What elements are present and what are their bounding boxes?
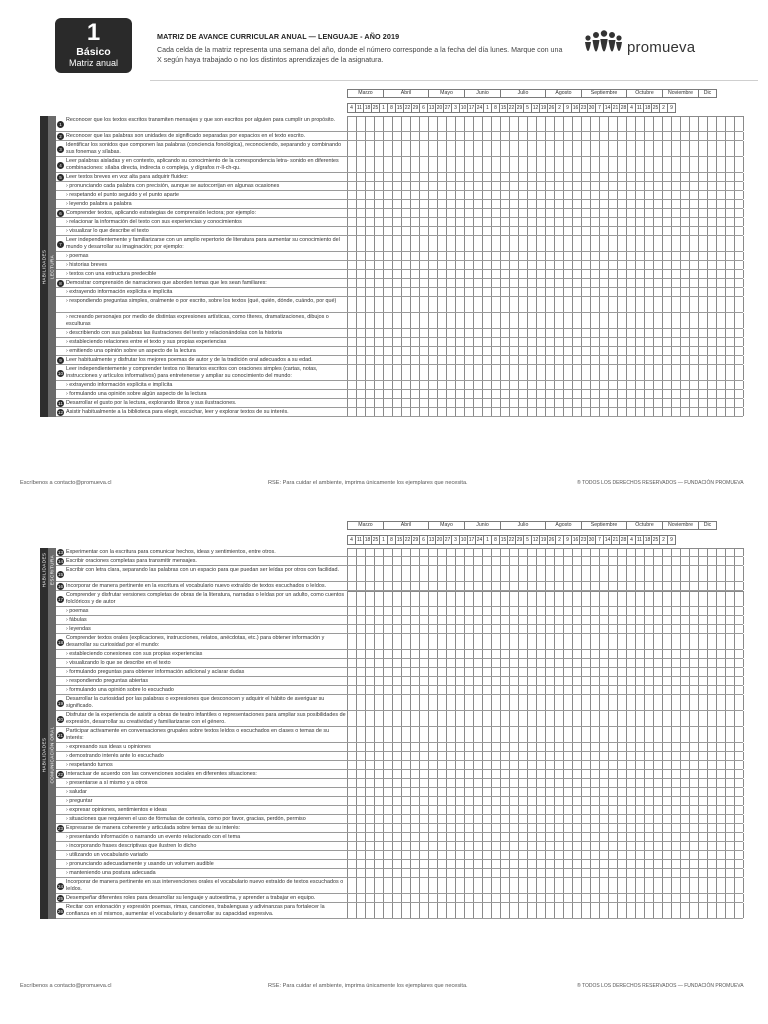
week-date: 11 <box>636 537 643 543</box>
week-date: 29 <box>516 537 523 543</box>
objective-text: › situaciones que requieren el uso de fórmulas de cortesía, como por favor, gracias, perdón, permiso <box>66 816 306 822</box>
week-date: 3 <box>451 103 460 113</box>
objective-text: Comprender textos orales (explicaciones, instrucciones, relatos, anécdotas, etc.) para obtener información y desarrollar su curiosidad por el mundo: <box>66 635 325 649</box>
week-date: 12 <box>532 537 539 543</box>
objective-text: › incorporando frases descriptivas que ilustren lo dicho <box>66 843 197 849</box>
week-date: 25 <box>372 105 379 111</box>
objective-text: › visualizando lo que se describe en el texto <box>66 660 171 666</box>
week-date: 11 <box>636 105 643 111</box>
week-date: 22 <box>508 105 515 111</box>
document-title: MATRIZ DE AVANCE CURRICULAR ANUAL — LENGUAJE - AÑO 2019 <box>157 32 400 41</box>
objective-text: Desempeñar diferentes roles para desarrollar su lenguaje y autoestima, y aprender a trabajar en equipo. <box>66 895 316 901</box>
week-date: 29 <box>412 105 419 111</box>
objective-text: › leyendo palabra a palabra <box>66 201 132 207</box>
objective-text: Escribir con letra clara, separando las palabras con un espacio para que puedan ser leídas por otros con facilidad. <box>66 567 339 573</box>
objective-number-badge: 13 <box>57 550 63 555</box>
footer-environment: RSE: Para cuidar el ambiente, imprima únicamente los ejemplares que necesita. <box>268 480 468 486</box>
week-date: 19 <box>540 105 547 111</box>
side-label-axis: COMUNICACIÓN ORAL <box>49 726 55 784</box>
month-header: Octubre <box>626 89 663 98</box>
grade-badge <box>55 18 132 73</box>
objective-number-badge: 5 <box>57 174 64 181</box>
side-label-skill: HABILIDADES <box>41 249 47 284</box>
week-date: 4 <box>627 103 636 113</box>
objective-number-badge: 24 <box>57 883 63 889</box>
week-date: 27 <box>444 537 451 543</box>
footer-contact: Escríbenos a contacto@promueva.cl <box>20 480 112 486</box>
objective-text: Incorporar de manera pertinente en la escritura el vocabulario nuevo extraído de textos escuchados o leídos. <box>66 583 327 589</box>
month-header: Mayo <box>428 521 465 530</box>
objective-text: › manteniendo una postura adecuada <box>66 870 156 876</box>
month-header: Septiembre <box>581 521 627 530</box>
week-date: 14 <box>604 537 611 543</box>
objective-text: Disfrutar de la experiencia de asistir a obras de teatro infantiles o representaciones para ampliar sus posibilidades de expresión, desarrollar su creatividad y familiarizarse con el género. <box>66 712 346 726</box>
objective-number-badge: 20 <box>57 716 63 722</box>
objective-number-badge: 7 <box>57 241 64 248</box>
objective-text: Incorporar de manera pertinente en sus intervenciones orales el vocabulario nuevo extraído de textos escuchados o leídos. <box>66 879 344 893</box>
objective-text: › emitiendo una opinión sobre un aspecto de la lectura <box>66 348 196 354</box>
footer-rights: ® TODOS LOS DERECHOS RESERVADOS — FUNDACIÓN PROMUEVA <box>577 983 744 989</box>
month-header: Dic <box>698 521 717 530</box>
objective-number-badge: 17 <box>57 596 63 602</box>
week-date: 18 <box>644 537 651 543</box>
week-date: 29 <box>412 537 419 543</box>
objective-number-badge: 11 <box>58 401 63 406</box>
objective-text: › extrayendo información explícita e implícita <box>66 382 173 388</box>
objective-text: › formulando preguntas para obtener información adicional y aclarar dudas <box>66 669 245 675</box>
week-date: 14 <box>604 105 611 111</box>
week-date: 15 <box>500 105 507 111</box>
week-date: 8 <box>387 103 396 113</box>
objective-text: › formulando una opinión sobre algún aspecto de la lectura <box>66 391 207 397</box>
objective-text: Escribir oraciones completas para transmitir mensajes. <box>66 558 197 564</box>
week-date: 21 <box>612 105 619 111</box>
side-label <box>40 591 56 919</box>
week-date: 30 <box>588 105 595 111</box>
week-date: 9 <box>667 535 676 545</box>
week-date: 11 <box>356 537 363 543</box>
month-header: Septiembre <box>581 89 627 98</box>
week-date: 27 <box>444 105 451 111</box>
objective-text: › describiendo con sus palabras las ilustraciones del texto y relacionándolas con la historia <box>66 330 283 336</box>
week-date: 1 <box>379 535 388 545</box>
objective-text: › formulando una opinión sobre lo escuchado <box>66 687 174 693</box>
week-date: 19 <box>540 537 547 543</box>
week-date: 18 <box>364 537 371 543</box>
objective-number-badge: 9 <box>57 357 64 364</box>
learning-block <box>40 116 743 417</box>
objective-text: › estableciendo relaciones entre el texto y sus propias experiencias <box>66 339 227 345</box>
objective-number-badge: 4 <box>57 162 64 169</box>
week-date: 20 <box>436 105 443 111</box>
objective-text: Desarrollar la curiosidad por las palabras o expresiones que desconocen y adquirir el hábito de averiguar su significado. <box>66 696 325 710</box>
week-date: 29 <box>516 105 523 111</box>
week-date: 10 <box>460 537 467 543</box>
month-header: Noviembre <box>662 89 699 98</box>
week-date: 21 <box>612 537 619 543</box>
week-date: 8 <box>387 535 396 545</box>
week-date: 10 <box>460 105 467 111</box>
week-date: 9 <box>563 535 572 545</box>
week-date: 20 <box>436 537 443 543</box>
objective-text: › respondiendo preguntas abiertas <box>66 678 149 684</box>
objective-text: Leer habitualmente y disfrutar los mejores poemas de autor y de la tradición oral adecuados a su edad. <box>66 357 313 363</box>
grid-frame <box>347 116 743 417</box>
objective-text: Expresarse de manera coherente y articulada sobre temas de su interés: <box>66 825 241 831</box>
month-header: Agosto <box>545 521 582 530</box>
month-header: Mayo <box>428 89 465 98</box>
header-divider <box>150 80 758 81</box>
objective-text: › pronunciando adecuadamente y usando un volumen audible <box>66 861 214 867</box>
month-header: Junio <box>464 89 501 98</box>
week-date: 30 <box>588 537 595 543</box>
week-date: 25 <box>652 105 659 111</box>
objective-number-badge: 19 <box>57 700 63 706</box>
month-header: Abril <box>383 521 429 530</box>
learning-block <box>40 591 743 919</box>
objective-number-badge: 3 <box>57 146 64 153</box>
objective-text: › respetando el punto seguido y el punto aparte <box>66 192 179 198</box>
objective-number-badge: 1 <box>57 121 64 128</box>
objective-text: › relacionar la información del texto con sus experiencias y conocimientos <box>66 219 242 225</box>
side-label-axis: ESCRITURA <box>49 554 55 585</box>
week-header-row <box>347 535 743 545</box>
objective-text: › expresar opiniones, sentimientos e ideas <box>66 807 167 813</box>
week-date: 1 <box>379 103 388 113</box>
objective-number-badge: 21 <box>57 732 63 738</box>
objective-text: › utilizando un vocabulario variado <box>66 852 148 858</box>
month-header-row <box>347 89 743 98</box>
week-date: 16 <box>572 537 579 543</box>
objective-number-badge: 26 <box>57 908 63 914</box>
week-date: 6 <box>419 535 428 545</box>
week-date: 11 <box>356 105 363 111</box>
week-date: 2 <box>659 103 668 113</box>
objective-number-badge: 2 <box>57 133 64 140</box>
month-header: Julio <box>500 89 546 98</box>
week-date: 9 <box>563 103 572 113</box>
month-header: Abril <box>383 89 429 98</box>
objective-text: Reconocer que las palabras son unidades de significado separadas por espacios en el texto escrito. <box>66 133 306 139</box>
objective-text: › poemas <box>66 253 89 259</box>
side-label <box>40 548 56 591</box>
week-date: 28 <box>620 105 627 111</box>
side-label-skill: HABILIDADES <box>41 737 47 773</box>
objective-text: Reconocer que los textos escritos transmiten mensajes y que son escritos por alguien para cumplir un propósito. <box>66 117 336 123</box>
objective-text: › expresando sus ideas u opiniones <box>66 744 151 750</box>
objective-number-badge: 10 <box>57 370 63 376</box>
grade-number: 1 <box>86 19 101 46</box>
week-date: 24 <box>476 537 483 543</box>
week-date: 17 <box>468 105 475 111</box>
week-date: 22 <box>404 105 411 111</box>
week-date: 2 <box>555 535 564 545</box>
week-date: 13 <box>428 105 435 111</box>
logo-text: promueva <box>627 38 696 56</box>
week-date: 25 <box>652 537 659 543</box>
objective-text: › poemas <box>66 608 89 614</box>
objective-number-badge: 15 <box>57 571 63 577</box>
month-header: Junio <box>464 521 501 530</box>
objective-text: › estableciendo conexiones con sus propias experiencias <box>66 651 203 657</box>
people-logo-icon <box>582 30 624 64</box>
week-date: 7 <box>595 103 604 113</box>
learning-block <box>40 548 743 591</box>
objective-number-badge: 8 <box>57 280 64 287</box>
objective-number-badge: 16 <box>57 584 63 589</box>
week-date: 8 <box>491 535 500 545</box>
objective-text: › preguntar <box>66 798 93 804</box>
objective-text: Leer independientemente y familiarizarse con un amplio repertorio de literatura para aumentar su conocimiento del mundo y desarrollar su imaginación; por ejemplo: <box>66 237 340 251</box>
page-footer-1 <box>0 480 768 490</box>
objective-text: Comprender y disfrutar versiones completas de obras de la literatura, narradas o leídas por un adulto, como cuentos folclóricos y de autor <box>66 592 345 606</box>
week-date: 5 <box>523 535 532 545</box>
side-label-axis: LECTURA <box>49 254 55 279</box>
week-date: 18 <box>364 105 371 111</box>
month-header: Agosto <box>545 89 582 98</box>
week-date: 13 <box>428 537 435 543</box>
objective-text: › saludar <box>66 789 87 795</box>
objective-text: Experimentar con la escritura para comunicar hechos, ideas y sentimientos, entre otros. <box>66 549 276 555</box>
week-date: 4 <box>347 103 356 113</box>
month-header: Julio <box>500 521 546 530</box>
month-header: Noviembre <box>662 521 699 530</box>
week-date: 24 <box>476 105 483 111</box>
week-date: 4 <box>347 535 356 545</box>
objective-text: › recreando personajes por medio de distintas expresiones artísticas, como títeres, dramatizaciones, dibujos o esculturas <box>66 314 329 328</box>
objective-text: › textos con una estructura predecible <box>66 271 157 277</box>
week-date: 1 <box>483 103 492 113</box>
objective-text: Identificar los sonidos que componen las palabras (conciencia fonológica), reconociendo, separando y combinando sus fonemas y sílabas. <box>66 142 342 156</box>
objective-text: › presentando información o narrando un evento relacionado con el tema <box>66 834 241 840</box>
objective-number-badge: 23 <box>57 826 63 831</box>
week-date: 22 <box>404 537 411 543</box>
objective-text: Leer independientemente y comprender textos no literarios escritos con oraciones simples (cartas, notas, instrucciones y artículos informativos) para entretenerse y ampliar su conocimiento del mundo: <box>66 366 318 380</box>
objective-text: › pronunciando cada palabra con precisión, aunque se autocorrijan en algunas ocasiones <box>66 183 280 189</box>
week-date: 7 <box>595 535 604 545</box>
week-date: 2 <box>555 103 564 113</box>
week-date: 23 <box>580 537 587 543</box>
objective-text: Desarrollar el gusto por la lectura, explorando libros y sus ilustraciones. <box>66 400 237 406</box>
page-footer-2 <box>0 983 768 993</box>
week-date: 12 <box>532 105 539 111</box>
objective-text: › leyendas <box>66 626 91 632</box>
week-date: 15 <box>500 537 507 543</box>
objective-text: Recitar con entonación y expresión poemas, rimas, canciones, trabalenguas y adivinanzas para fortalecer la confianza en sí mismos, aumentar el vocabulario y desarrollar su capacidad expresiva. <box>66 904 325 918</box>
objective-text: Interactuar de acuerdo con las convenciones sociales en diferentes situaciones: <box>66 771 257 777</box>
objective-text: Asistir habitualmente a la biblioteca para elegir, escuchar, leer y explorar textos de su interés. <box>66 409 289 415</box>
objective-number-badge: 6 <box>57 210 64 217</box>
week-header-row <box>347 103 743 113</box>
week-date: 28 <box>620 537 627 543</box>
objective-text: Leer textos breves en voz alta para adquirir fluidez: <box>66 174 189 180</box>
side-label-skill: HABILIDADES <box>41 552 47 587</box>
week-date: 4 <box>627 535 636 545</box>
objective-text: › demostrando interés ante lo escuchado <box>66 753 164 759</box>
side-label <box>40 116 56 417</box>
grade-subtitle: Matriz anual <box>68 58 119 68</box>
footer-contact: Escríbenos a contacto@promueva.cl <box>20 983 112 989</box>
objective-text: › visualizar lo que describe el texto <box>66 228 149 234</box>
objective-text: › historias breves <box>66 262 108 268</box>
document-description: Cada celda de la matriz representa una semana del año, donde el número corresponde a la fecha del día lunes. Marque con una X según haya trabajado o no los distintos aprendizajes de la asignatura. <box>157 46 563 64</box>
objective-text: Participar activamente en conversaciones grupales sobre textos leídos o escuchados en clases o temas de su interés: <box>66 728 330 742</box>
objective-text: › presentarse a sí mismo y a otros <box>66 780 148 786</box>
week-date: 25 <box>372 537 379 543</box>
objective-text: › respetando turnos <box>66 762 113 768</box>
objective-number-badge: 12 <box>57 410 63 415</box>
week-date: 9 <box>667 103 676 113</box>
week-date: 18 <box>644 105 651 111</box>
week-date: 5 <box>523 103 532 113</box>
objective-text: Comprender textos, aplicando estrategias de comprensión lectora; por ejemplo: <box>66 210 256 216</box>
objective-number-badge: 22 <box>57 772 63 777</box>
footer-environment: RSE: Para cuidar el ambiente, imprima únicamente los ejemplares que necesita. <box>268 983 468 989</box>
objective-number-badge: 25 <box>57 896 63 901</box>
objective-number-badge: 18 <box>57 639 63 645</box>
month-header: Marzo <box>347 521 384 530</box>
objective-text: › extrayendo información explícita e implícita <box>66 289 173 295</box>
objective-text: Demostrar comprensión de narraciones que aborden temas que les sean familiares: <box>66 280 267 286</box>
week-date: 15 <box>396 105 403 111</box>
week-date: 26 <box>548 537 555 543</box>
objective-text: › fábulas <box>66 617 87 623</box>
week-date: 17 <box>468 537 475 543</box>
month-header-row <box>347 521 743 530</box>
objective-text: › respondiendo preguntas simples, oralmente o por escrito, sobre los textos (qué, quién, dónde, cuándo, por qué) <box>66 298 337 304</box>
week-date: 6 <box>419 103 428 113</box>
week-date: 26 <box>548 105 555 111</box>
week-date: 8 <box>491 103 500 113</box>
week-date: 23 <box>580 105 587 111</box>
grid-frame <box>347 591 743 919</box>
week-date: 15 <box>396 537 403 543</box>
footer-rights: ® TODOS LOS DERECHOS RESERVADOS — FUNDACIÓN PROMUEVA <box>577 480 744 486</box>
objective-number-badge: 14 <box>57 559 63 564</box>
week-date: 16 <box>572 105 579 111</box>
grade-level: Básico <box>76 46 111 58</box>
week-date: 1 <box>483 535 492 545</box>
month-header: Marzo <box>347 89 384 98</box>
grid-frame <box>347 548 743 591</box>
week-date: 3 <box>451 535 460 545</box>
month-header: Dic <box>698 89 717 98</box>
week-date: 2 <box>659 535 668 545</box>
promueva-logo <box>582 30 695 64</box>
month-header: Octubre <box>626 521 663 530</box>
week-date: 22 <box>508 537 515 543</box>
objective-text: Leer palabras aisladas y en contexto, aplicando su conocimiento de la correspondencia letra- sonido en diferentes combinaciones: sílaba directa, indirecta o compleja, y dígrafos rr-ll-ch-qu. <box>66 158 339 172</box>
